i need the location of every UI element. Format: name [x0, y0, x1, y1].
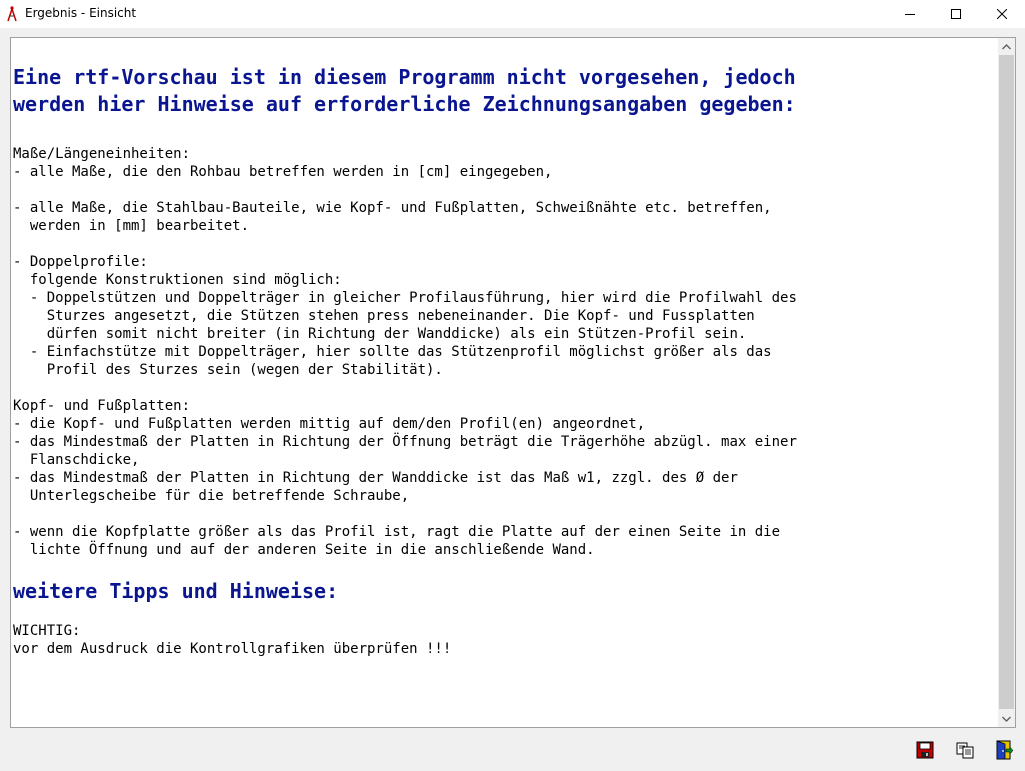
result-viewer[interactable] [10, 37, 1016, 728]
maximize-button[interactable] [933, 0, 979, 28]
vertical-scrollbar[interactable] [998, 38, 1015, 727]
copy-icon [956, 741, 974, 759]
exit-button[interactable] [993, 739, 1015, 761]
main-heading: Eine rtf-Vorschau ist in diesem Programm nicht vorgesehen, jedoch werden hier Hinweise auf erforderliche Zeichnungsangaben gegeben: [13, 65, 796, 116]
maximize-icon [951, 9, 961, 19]
tips-heading: weitere Tipps und Hinweise: [13, 579, 339, 603]
important-note: WICHTIG: vor dem Ausdruck die Kontrollgrafiken überprüfen !!! [13, 623, 452, 657]
save-icon [916, 741, 934, 759]
scroll-thumb[interactable] [999, 55, 1014, 709]
window-title: Ergebnis - Einsicht [25, 6, 137, 20]
compass-app-icon [6, 6, 18, 22]
minimize-icon [905, 9, 915, 19]
scroll-down-button[interactable] [998, 710, 1015, 727]
hints-text: Maße/Längeneinheiten: - alle Maße, die den Rohbau betreffen werden in [cm] eingegeben, - alle Maße, die Stahlbau-Bauteile, wie Kopf- und Fußplatten, Schweißnähte etc. betreffen, werden in [mm] bearbeitet. - Doppelprofile: folgende Konstruktionen sind möglich: - Doppelstützen und Doppelträger in gleicher Profilausführung, hier wird die Profilwahl des Sturzes angesetzt, die Stützen stehen press nebeneinander. Die Kopf- und Fussplatten dürfen somit nicht breiter (in Richtung der Wanddicke) als ein Stützen-Profil sein. - Einfachstütze mit Doppelträger, hier sollte das Stützenprofil möglichst größer als das Profil des Sturzes sein (wegen der Stabilität). Kopf- und Fußplatten: - die Kopf- und Fußplatten werden mittig auf dem/den Profil(en) angeordnet, - das Mindestmaß der Platten in Richtung der Öffnung beträgt die Trägerhöhe abzügl. max einer Flanschdicke, - das Mindestmaß der Platten in Richtung der Wanddicke ist das Maß w1, zzgl. des Ø der Unterlegscheibe für die betreffende Schraube, - wenn die Kopfplatte größer als das Profil ist, ragt die Platte auf der einen Seite in die lichte Öffnung und auf der anderen Seite in die anschließende Wand. [13, 146, 797, 558]
save-button[interactable] [914, 739, 936, 761]
document-text-area[interactable] [13, 38, 997, 727]
chevron-down-icon [1002, 716, 1011, 722]
scroll-up-button[interactable] [998, 38, 1015, 55]
close-button[interactable] [979, 0, 1025, 28]
copy-button[interactable] [954, 739, 976, 761]
exit-door-icon [995, 740, 1013, 760]
close-icon [997, 9, 1007, 19]
chevron-up-icon [1002, 44, 1011, 50]
minimize-button[interactable] [887, 0, 933, 28]
title-bar[interactable] [0, 0, 1025, 28]
